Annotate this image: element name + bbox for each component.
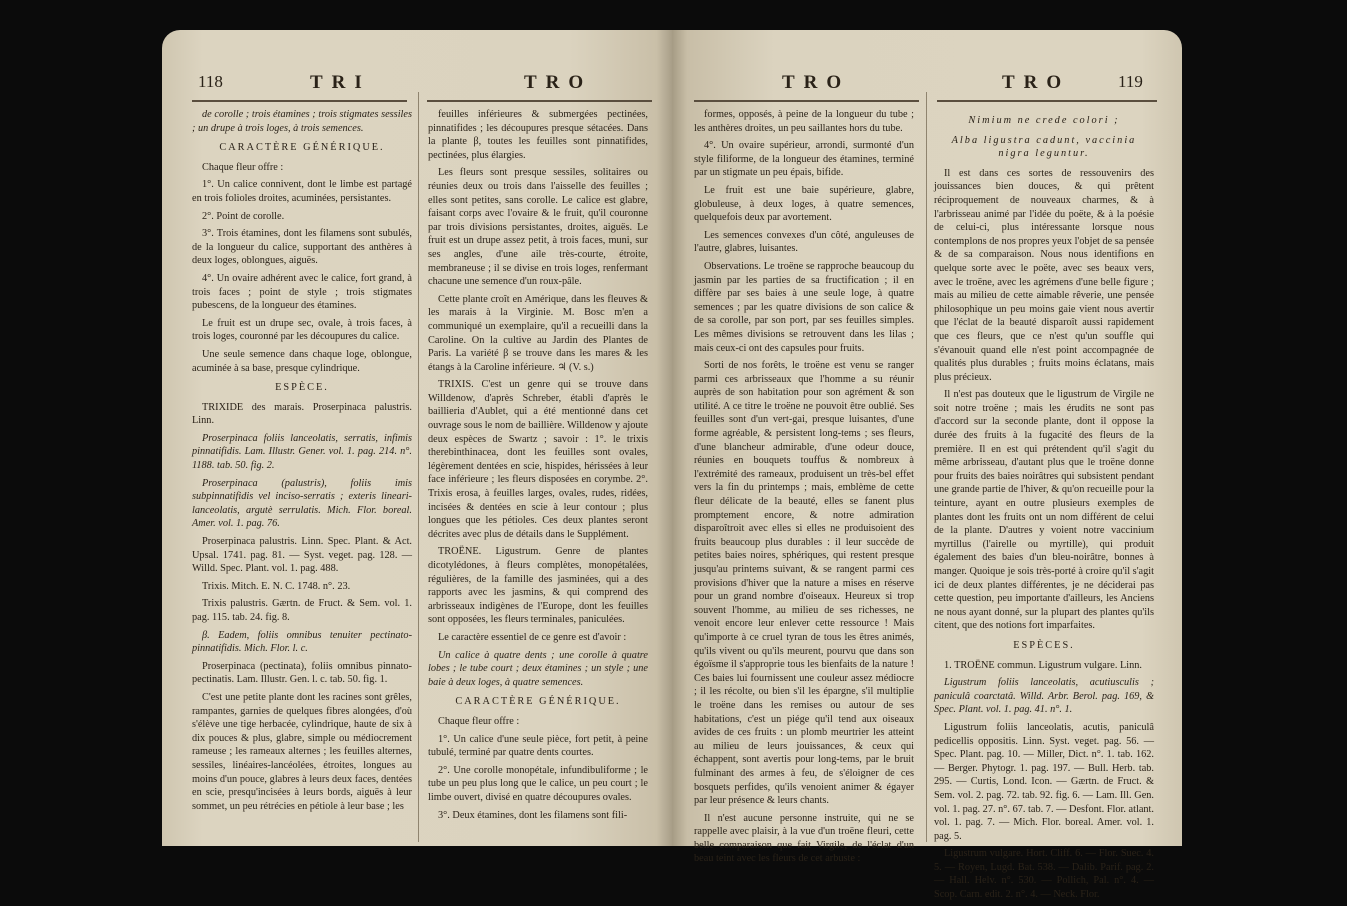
section-heading: ESPÈCE. (275, 382, 329, 394)
paragraph: feuilles inférieures & submergées pectinées, pinnatifides ; les découpures presque sétacées. Dans la plante β, toutes les feuilles sont pinnatifides, pectinées, plus élargies. (428, 109, 648, 161)
column-divider (926, 92, 927, 842)
verse-line: Alba ligustra cadunt, vaccinia nigra leguntur. (951, 134, 1137, 160)
paragraph: TRIXIDE des marais. Proserpinaca palustris. Linn. (192, 401, 412, 427)
paragraph: TROËNE. Ligustrum. Genre de plantes dicotylédones, à fleurs complètes, monopétalées, régulières, de la famille des jasminées, qui a des rapports avec les jasmins, & qui comprend des arbrisseaux indigènes de l'Europe, dont les feuilles sont opposées, les fleurs terminales, paniculées. (428, 546, 648, 626)
paragraph: Il n'est pas douteux que le ligustrum de Virgile ne soit notre troëne ; mais les érudits ne sont pas d'accord sur la seconde plante, dont il oppose la durée des fruits à la fugacité des fleurs de la première. Il en est qui prétendent qu'il s'agit du même arbrisseau, d'autant plus que le troëne donne pour fruits des baies noirâtres qui subsistent pendant une grande partie de l'hiver, & qu'on recueille pour la teinture, ayant en outre plusieurs exemples de plantes dont les fruits ont un nom différent de celui de la plante. D'autres y voient notre vaccinium myrtillus (l'airelle ou myrtille), qui produit également des baies d'un bleu-noirâtre, bonnes à manger. Quoique je sois très-porté à croire qu'il s'agit ici de deux plantes différentes, je ne déciderai pas cette question, peu importante d'ailleurs, les Anciens ne nous ayant donné, sur la plupart des plantes qu'ils citent, que des notions fort imparfaites. (934, 389, 1154, 632)
paragraph: 2°. Une corolle monopétale, infundibuliforme ; le tube un peu plus long que le calice, un peu court ; le limbe ouvert, divisé en quatre découpures ovales. (428, 764, 648, 803)
paragraph: Ligustrum foliis lanceolatis, acutiusculis ; paniculâ coarctatâ. Willd. Arbr. Berol. pag. 169, & Spec. Plant. vol. 1. pag. 41. n°. 1. (934, 677, 1154, 716)
paragraph: 1. TROËNE commun. Ligustrum vulgare. Linn. (944, 659, 1142, 671)
right-column-2 (934, 108, 1154, 906)
left-running-head-right: TRO (524, 72, 593, 93)
book-spread (162, 30, 1182, 901)
left-page (162, 30, 672, 846)
right-running-head-left: TRO (782, 72, 851, 93)
paragraph: Il n'est aucune personne instruite, qui ne se rappelle avec plaisir, à la vue d'un troëne fleuri, cette belle comparaison que fait Virgile, de l'éclat d'un beau teint avec les fleurs de cet arbuste : (694, 812, 914, 865)
section-heading: ESPÈCES. (1013, 639, 1075, 651)
paragraph: Trixis palustris. Gærtn. de Fruct. & Sem. vol. 1. pag. 115. tab. 24. fig. 8. (192, 598, 412, 623)
paragraph: 4°. Un ovaire supérieur, arrondi, surmonté d'un style filiforme, de la longueur des étamines, terminé par un stigmate un peu épais, bifide. (694, 140, 914, 179)
paragraph: Trixis. Mitch. E. N. C. 1748. n°. 23. (202, 580, 351, 592)
paragraph: Proserpinaca (pectinata), foliis omnibus pinnato-pectinatis. Lam. Illustr. Gen. l. c. tab. 50. fig. 1. (192, 660, 412, 686)
paragraph: 4°. Un ovaire adhérent avec le calice, fort grand, à trois faces ; point de style ; trois stigmates pubescens, de la longueur des étamines. (192, 272, 412, 312)
paragraph: Proserpinaca palustris. Linn. Spec. Plant. & Act. Upsal. 1741. pag. 81. — Syst. veget. pag. 128. — Willd. Spec. Plant. vol. 1. pag. 488. (192, 536, 412, 575)
paragraph: 1°. Un calice connivent, dont le limbe est partagé en trois folioles droites, acuminées, persistantes. (192, 179, 412, 204)
left-running-head-left: TRI (310, 72, 371, 93)
paragraph: Proserpinaca foliis lanceolatis, serratis, infimis pinnatifidis. Lam. Illustr. Gener. vol. 1. pag. 214. n°. 1188. tab. 50. fig. 2. (192, 432, 412, 472)
paragraph: de corolle ; trois étamines ; trois stigmates sessiles ; un drupe à trois loges, à trois semences. (192, 109, 412, 134)
column-divider (418, 92, 419, 842)
section-heading: CARACTÈRE GÉNÉRIQUE. (455, 696, 621, 708)
paragraph: Ligustrum vulgare. Hort. Cliff. 6. — Flor. Suec. 4. 5. — Royen, Lugd. Bat. 538. — Dalib. Parif. pag. 2. — Hall. Helv. n°. 530. — Pollich, Pal. n°. 4. — Scop. Carn. edit. 2. n°. 4. — Neck. Flor. (934, 848, 1154, 901)
right-head-rule-1 (694, 100, 919, 102)
right-page (672, 30, 1182, 901)
paragraph: Observations. Le troëne se rapproche beaucoup du jasmin par les parties de sa fructification ; il en diffère par ses baies à une seule loge, à quatre semences ; par les quatre divisions de son calice & de sa corolle, par son port, par ses feuilles simples. Les mêmes divisions se retrouvent dans les lilas ; mais ceux-ci ont des capsules pour fruits. (694, 260, 914, 354)
verse-line: Nimium ne crede colori ; (968, 115, 1120, 126)
paragraph: Le fruit est une baie supérieure, glabre, globuleuse, à deux loges, à quatre semences, quelquefois deux par avortement. (694, 184, 914, 224)
paragraph: Les fleurs sont presque sessiles, solitaires ou réunies deux ou trois dans l'aisselle des feuilles ; elles sont petites, sans corolle. Le calice est glabre, faisant corps avec l'ovaire & le fruit, qu'il couronne par trois divisions persistantes, droites, aiguës. Le fruit est un drupe assez petit, à trois faces, muni, sur ses angles, d'une aile très-courte, étroite, membraneuse ; il se divise en trois loges, renfermant chacune une semence d'un roux-pâle. (428, 167, 648, 288)
paragraph: Chaque fleur offre : (438, 715, 520, 727)
paragraph: TRIXIS. C'est un genre qui se trouve dans Willdenow, d'après Schreber, établi d'après le baillieria d'Aublet, qui a été mentionné dans cet ouvrage sous le nom de baillière. Willdenow y ajoute deux espèces de Swartz ; savoir : 1°. le trixis therebinthinacea, dont les feuilles sont ovales, légèrement dentées en scie, hispides, hérissées à leur face inférieure ; les fleurs disposées en corymbe. 2°. Trixis erosa, à feuilles larges, ovales, rudes, ridées, incisées & dentées en scie à leur contour ; plus longues que les pétioles. Ces deux plantes seront décrites avec plus de détails dans le Supplément. (428, 379, 648, 540)
right-head-rule-2 (937, 100, 1157, 102)
section-heading: CARACTÈRE GÉNÉRIQUE. (219, 142, 385, 154)
paragraph: formes, opposés, à peine de la longueur du tube ; les anthères droites, un peu saillantes hors du tube. (694, 109, 914, 134)
paragraph: Une seule semence dans chaque loge, oblongue, acuminée à sa base, presque cylindrique. (192, 348, 412, 374)
left-head-rule-1 (192, 100, 407, 102)
right-page-number: 119 (1118, 72, 1143, 91)
paragraph: 2°. Point de corolle. (202, 210, 285, 222)
paragraph: Cette plante croît en Amérique, dans les fleuves & les marais à la Virginie. M. Bosc m'en a communiqué un exemplaire, qu'il a recueilli dans la Caroline. On la cultive au Jardin des Plantes de Paris. La variété β se trouve dans les mares & les étangs à la Caroline inférieure. ♃ (V. s.) (428, 293, 648, 373)
paragraph: Proserpinaca (palustris), foliis imis subpinnatifidis vel inciso-serratis ; exteris lineari-lanceolatis, argutè serrulatis. Mich. Flor. boreal. Amer. vol. 1. pag. 76. (192, 477, 412, 530)
paragraph: Chaque fleur offre : (202, 161, 284, 173)
left-column-2 (428, 108, 648, 826)
paragraph: C'est une petite plante dont les racines sont grêles, rampantes, garnies de quelques fibres alongées, d'où s'élève une tige herbacée, cylindrique, haute de six à dix pouces & plus, glabre, simple ou médiocrement rameuse ; les rameaux alternes ; les feuilles alternes, sessiles, linéaires-lancéolées, étroites, longues au moins d'un pouce, glabres à leurs deux faces, dentées en scie, presqu'incisées à leurs bords, aiguës à leur sommet, un peu rétrécies en pétiole à leur base ; les (192, 691, 412, 812)
paragraph: Le fruit est un drupe sec, ovale, à trois faces, à trois loges, couronné par les découpures du calice. (192, 317, 412, 343)
left-head-rule-2 (427, 100, 652, 102)
right-running-head-right: TRO (1002, 72, 1071, 93)
paragraph: 1°. Un calice d'une seule pièce, fort petit, à peine tubulé, terminé par quatre dents courtes. (428, 733, 648, 759)
paragraph: 3°. Trois étamines, dont les filamens sont subulés, de la longueur du calice, supportant des anthères à deux loges, oblongues, aiguës. (192, 228, 412, 267)
left-column-1 (192, 108, 412, 817)
paragraph: Un calice à quatre dents ; une corolle à quatre lobes ; le tube court ; deux étamines ; un style ; une baie à deux loges, à quatre semences. (428, 649, 648, 688)
paragraph: 3°. Deux étamines, dont les filamens sont fili- (438, 809, 628, 821)
paragraph: β. Eadem, foliis omnibus tenuiter pectinato-pinnatifidis. Mich. Flor. l. c. (192, 629, 412, 655)
paragraph: Le caractère essentiel de ce genre est d'avoir : (438, 631, 627, 643)
paragraph: Les semences convexes d'un côté, anguleuses de l'autre, glabres, luisantes. (694, 229, 914, 255)
paragraph: Sorti de nos forêts, le troëne est venu se ranger parmi ces arbrisseaux que l'homme a su réunir auprès de son habitation pour son agrément & son utilité. A ce titre le troëne ne pouvoit être oublié. Ses feuilles sont d'un vert-gai, presque luisantes, d'une forme agréable, & persistent long-tems ; ses fleurs, d'une blancheur admirable, d'une odeur douce, réunies en bouquets touffus & nombreux à l'extrémité des rameaux, produisent un très-bel effet vers la fin du printemps ; mais, emblème de cette fleur délicate de la beauté, elles se fanent plus promptement encore, & notre admiration disparoîtroit avec elles si elles ne produisoient des fruits beaucoup plus durables : il leur succède de petites baies noires, sphériques, qui restent presque jusqu'au printems suivant, & se rangent parmi ces provisions d'hiver que la nature a mises en réserve pour un grand nombre d'oiseaux. Heureux si trop souvent l'homme, au milieu de ses richesses, ne venoit encore leur enlever cette ressource ! Mais qu'importe à ce cruel tyran de tous les êtres animés, qu'ils vivent ou qu'ils meurent, pourvu que dans son égoïsme il s'approprie tous les bienfaits de la nature ! Ces baies lui fournissent une couleur assez médiocre ; il les récolte, ou bien s'il les épargne, s'il multiplie le troëne dans les remises ou autour de ses habitations, c'est un piége qu'il tend aux oiseaux avides de ces fruits : un plomb meurtrier les atteint au milieu de leurs jouissances, & ceux qui échappent, sont avertis pour long-tems, par le bruit fulminant des armes à feu, de s'éloigner de ces bosquets perfides, qu'ils venoient animer & égayer par leur présence & leurs chants. (694, 360, 914, 807)
right-column-1 (694, 108, 914, 870)
paragraph: Ligustrum foliis lanceolatis, acutis, paniculâ pedicellis oppositis. Linn. Syst. veget. pag. 56. — Spec. Plant. pag. 10. — Miller, Dict. n°. 1. tab. 162. — Berger. Phytogr. 1. pag. 197. — Bull. Herb. tab. 295. — Curtis, Lond. Icon. — Gærtn. de Fruct. & Sem. vol. 2. pag. 72. tab. 92. fig. 6. — Lam. Ill. Gen. vol. 1. pag. 27. n°. 67. tab. 7. — Desfont. Flor. atlant. vol. 1. pag. 7. — Mich. Flor. boreal. Amer. vol. 1. pag. 5. (934, 721, 1154, 842)
paragraph: Il est dans ces sortes de ressouvenirs des jouissances bien douces, & qui prêtent réciproquement de nouveaux charmes, & à l'arbrisseau animé par l'idée du poëte, & à la poésie de celui-ci, plus intéressante lorsque nous contemplons de nos propres yeux l'objet de sa pensée & de sa comparaison. Nous nous identifions en quelque sorte avec le poëte, avec ses beaux vers, avec le troëne, avec les agrémens d'une belle figure ; mais au milieu de cette aimable rêverie, une pensée philosophique un peu moins gaie vient nous avertir que l'éclat de la beauté disparoît aussi rapidement que ces fleurs, que ce n'est qu'un souffle qui s'évanouit quand elle n'est point accompagnée de qualités plus durables ; fruits moins éclatans, mais plus précieux. (934, 167, 1154, 383)
left-page-number: 118 (198, 72, 223, 91)
